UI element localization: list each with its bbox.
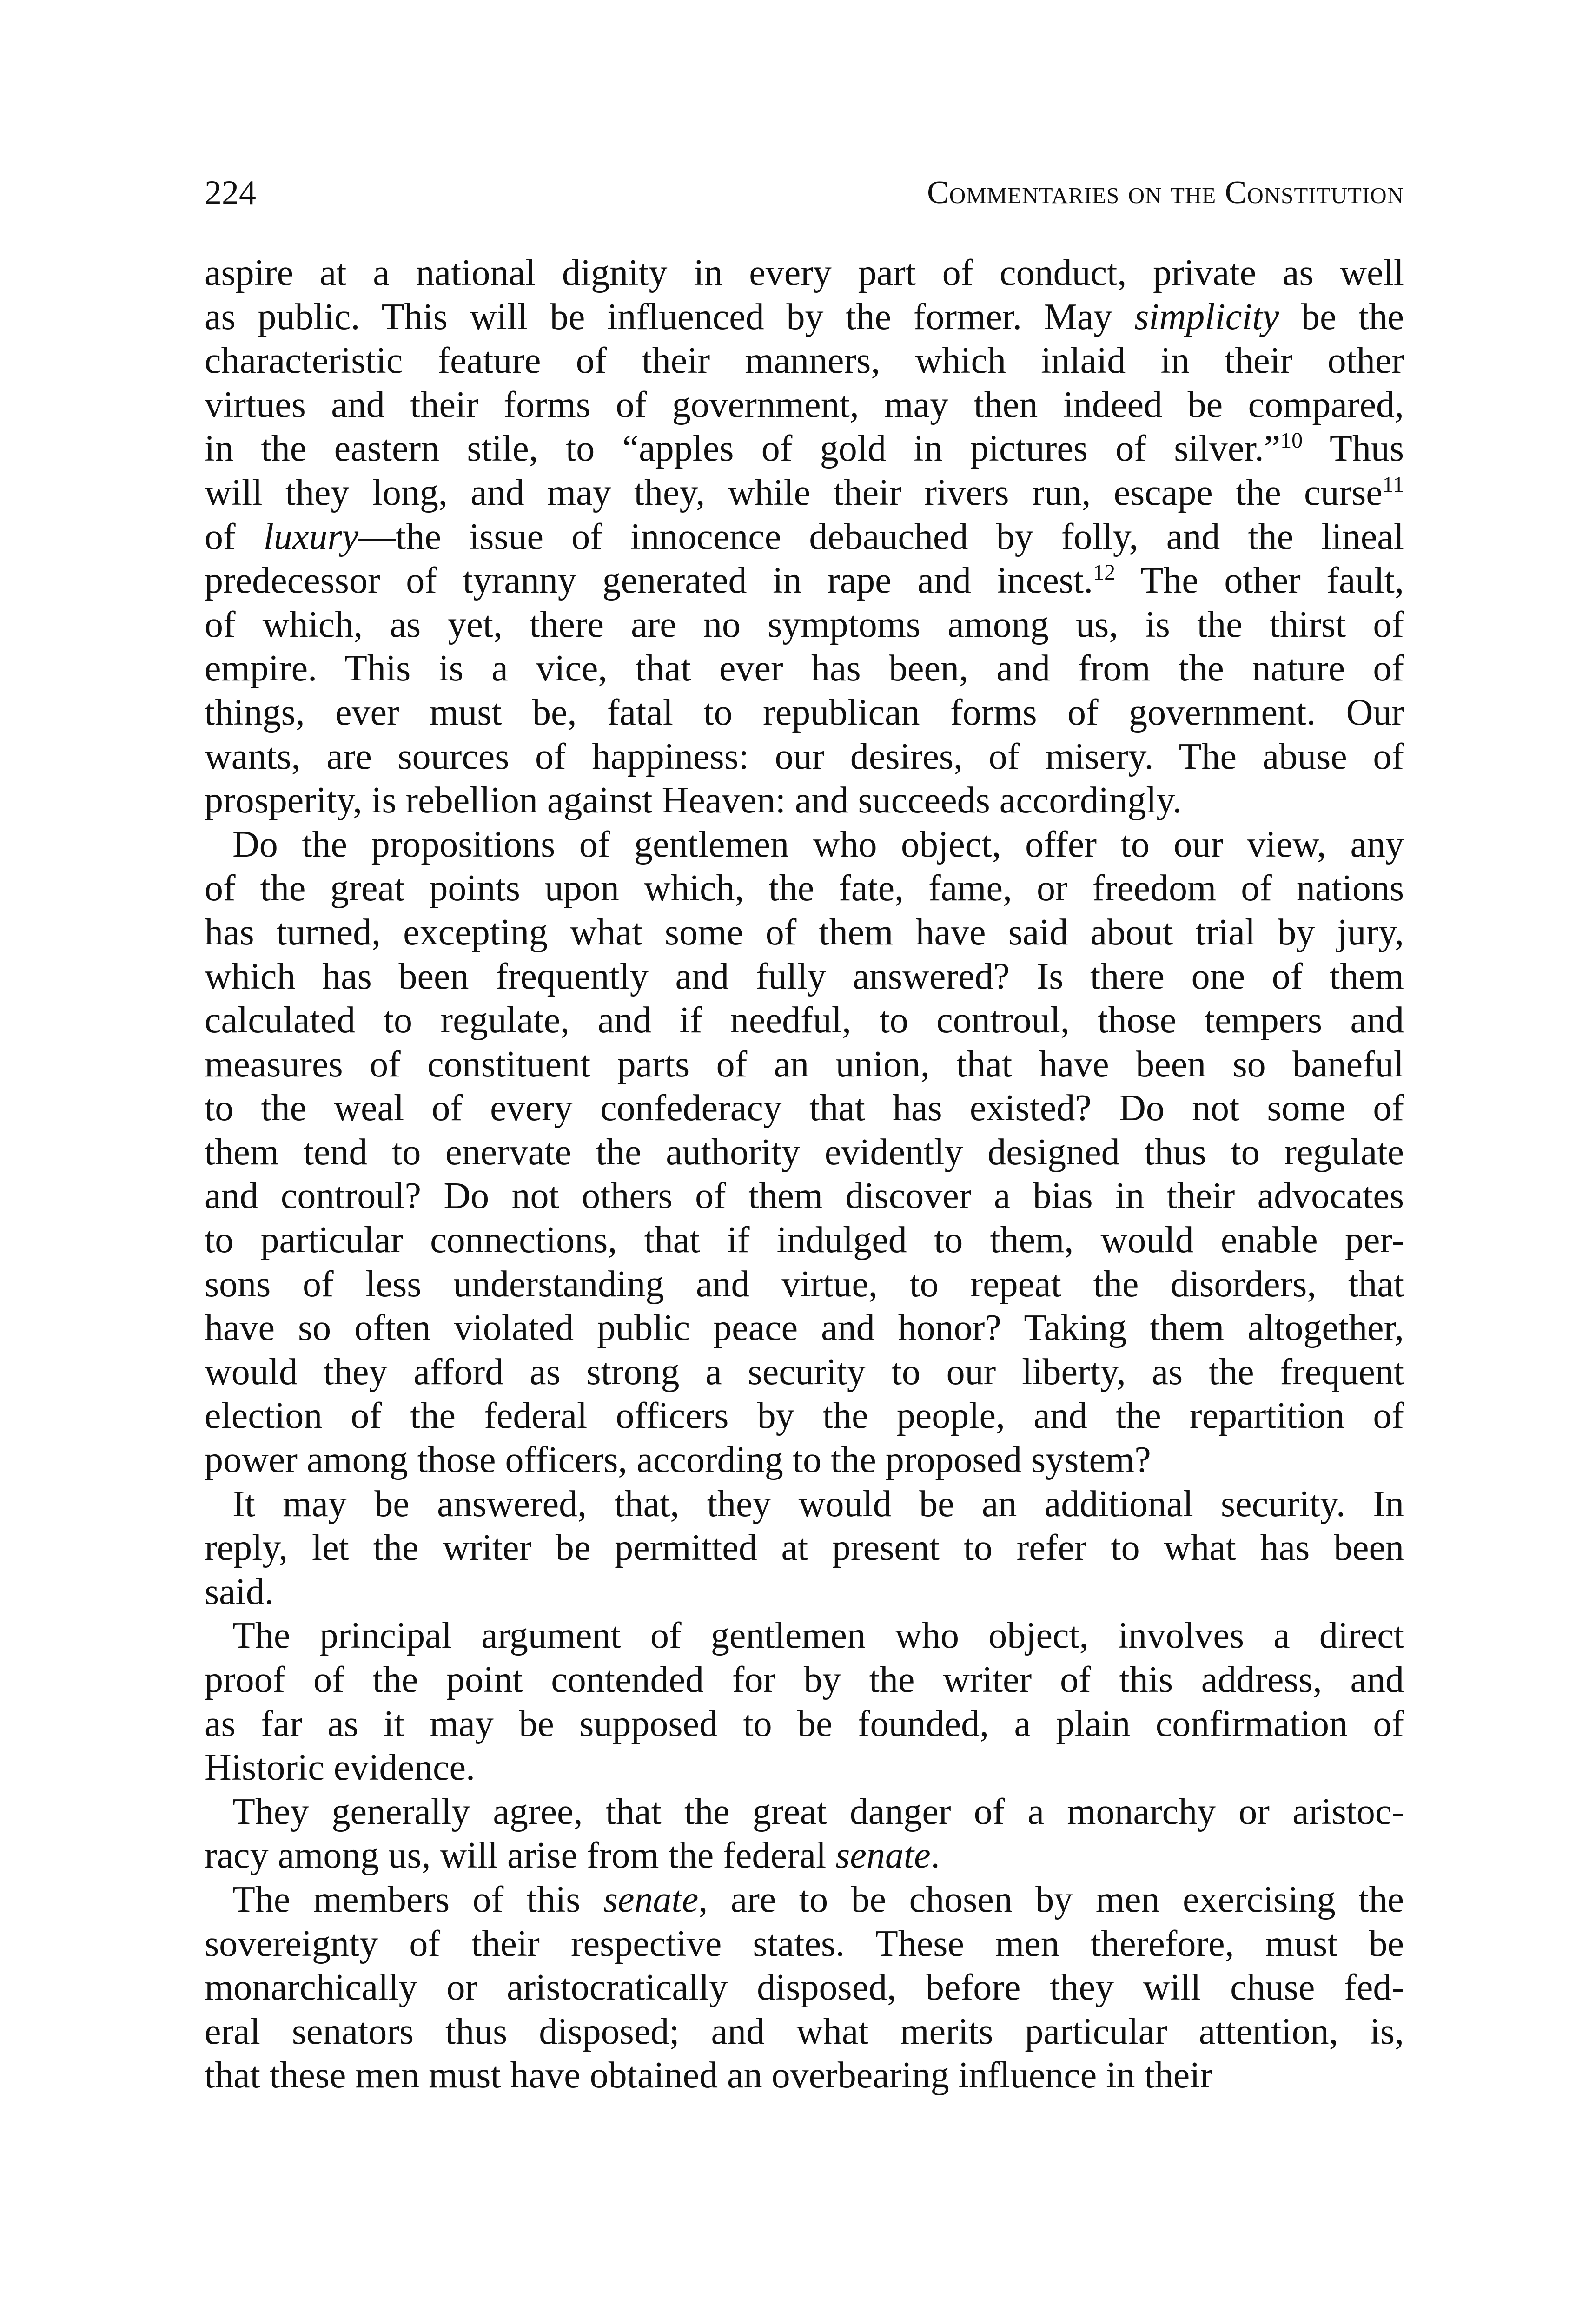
italic-term: senate [603, 1879, 699, 1920]
text-run: reply, let the writer be permitted at present to refer to what has been [205, 1527, 1404, 1569]
italic-term: senate [835, 1835, 931, 1876]
text-run: and controul? Do not others of them discover a bias in their advocates [205, 1175, 1404, 1217]
text-run: Historic evidence. [205, 1747, 475, 1789]
text-line [205, 1438, 1404, 1482]
text-line [205, 515, 1404, 559]
text-line [205, 1174, 1404, 1218]
footnote-ref: 11 [1382, 472, 1404, 497]
text-run: racy among us, will arise from the federal [205, 1835, 836, 1876]
text-line [205, 1394, 1404, 1438]
text-line [205, 1746, 1404, 1790]
text-line [205, 955, 1404, 999]
text-line [205, 2053, 1404, 2098]
text-run: sons of less understanding and virtue, to repeat the disorders, that [205, 1263, 1404, 1305]
paragraph [205, 1878, 1404, 2098]
text-line [205, 383, 1404, 427]
text-line [205, 1350, 1404, 1394]
text-line [205, 1130, 1404, 1175]
text-run: The members of this [232, 1879, 603, 1920]
text-line [205, 1218, 1404, 1262]
text-run: predecessor of tyranny generated in rape and incest. [205, 560, 1093, 601]
text-run: which has been frequently and fully answered? Is there one of them [205, 956, 1404, 997]
text-line [205, 735, 1404, 779]
text-line [205, 1922, 1404, 1966]
text-line [205, 1614, 1404, 1658]
text-run: virtues and their forms of government, may then indeed be compared, [205, 384, 1404, 425]
text-run: monarchically or aristocratically disposed, before they will chuse fed- [205, 1967, 1404, 2008]
text-run: measures of constituent parts of an union, that have been so baneful [205, 1043, 1404, 1085]
text-run: power among those officers, according to the proposed system? [205, 1439, 1151, 1481]
text-run: in the eastern stile, to “apples of gold in pictures of silver.” [205, 428, 1281, 469]
text-run: It may be answered, that, they would be an additional security. In [232, 1483, 1404, 1525]
text-run: will they long, and may they, while their rivers run, escape the curse [205, 472, 1383, 513]
text-run: have so often violated public peace and honor? Taking them altogether, [205, 1307, 1404, 1349]
text-run: —the issue of innocence debauched by folly, and the lineal [358, 516, 1404, 557]
text-line [205, 1306, 1404, 1350]
text-run: them tend to enervate the authority evidently designed thus to regulate [205, 1131, 1404, 1173]
page-header [205, 167, 1404, 218]
text-run: said. [205, 1571, 274, 1612]
text-run: proof of the point contended for by the writer of this address, and [205, 1659, 1404, 1700]
body-text [205, 251, 1404, 2098]
text-line [205, 1043, 1404, 1087]
text-line [205, 1262, 1404, 1307]
text-run: aspire at a national dignity in every part of conduct, private as well [205, 252, 1404, 293]
text-run: calculated to regulate, and if needful, to controul, those tempers and [205, 1000, 1404, 1041]
text-run: to particular connections, that if indulged to them, would enable per- [205, 1220, 1404, 1261]
text-line [205, 1570, 1404, 1614]
text-line [205, 1966, 1404, 2010]
text-line [205, 1702, 1404, 1746]
text-run: They generally agree, that the great danger of a monarchy or aristoc- [232, 1791, 1404, 1832]
text-run: as far as it may be supposed to be founded, a plain confirmation of [205, 1703, 1404, 1744]
text-run: . [930, 1835, 940, 1876]
text-line [205, 779, 1404, 823]
text-line [205, 998, 1404, 1043]
footnote-ref: 10 [1280, 428, 1303, 453]
text-line [205, 471, 1404, 515]
text-line [205, 1658, 1404, 1702]
running-head: Commentaries on the Constitution [927, 175, 1404, 211]
text-run: has turned, excepting what some of them have said about trial by jury, [205, 911, 1404, 953]
text-line [205, 866, 1404, 911]
text-line [205, 427, 1404, 471]
text-line [205, 911, 1404, 955]
text-line [205, 251, 1404, 295]
text-run: The principal argument of gentlemen who object, involves a direct [232, 1615, 1404, 1657]
footnote-ref: 12 [1093, 560, 1116, 585]
text-run: sovereignty of their respective states. These men therefore, must be [205, 1923, 1404, 1964]
paragraph [205, 1790, 1404, 1878]
paragraph [205, 1482, 1404, 1614]
text-run: that these men must have obtained an overbearing influence in their [205, 2055, 1213, 2096]
text-run: things, ever must be, fatal to republican forms of government. Our [205, 692, 1404, 733]
text-run: prosperity, is rebellion against Heaven: and succeeds accordingly. [205, 780, 1182, 821]
text-run: of which, as yet, there are no symptoms among us, is the thirst of [205, 604, 1404, 645]
text-line [205, 647, 1404, 691]
text-line [205, 1834, 1404, 1878]
paragraph [205, 823, 1404, 1482]
text-line [205, 1086, 1404, 1130]
text-line [205, 1526, 1404, 1570]
page-number: 224 [205, 174, 256, 212]
text-run: of [205, 516, 264, 557]
text-line [205, 691, 1404, 735]
paragraph [205, 1614, 1404, 1789]
text-line [205, 1790, 1404, 1834]
text-run: wants, are sources of happiness: our desires, of misery. The abuse of [205, 736, 1404, 777]
text-line [205, 2010, 1404, 2054]
text-run: Do the propositions of gentlemen who object, offer to our view, any [232, 824, 1404, 865]
text-run: characteristic feature of their manners, which inlaid in their other [205, 340, 1404, 382]
text-line [205, 1878, 1404, 1922]
text-run: to the weal of every confederacy that has existed? Do not some of [205, 1088, 1404, 1129]
text-run: The other fault, [1115, 560, 1404, 601]
text-line [205, 339, 1404, 383]
text-run: election of the federal officers by the people, and the repartition of [205, 1395, 1404, 1437]
text-run: eral senators thus disposed; and what merits particular attention, is, [205, 2011, 1404, 2052]
text-line [205, 603, 1404, 647]
italic-term: simplicity [1134, 296, 1279, 337]
text-run: as public. This will be influenced by the former. May [205, 296, 1135, 337]
text-line [205, 823, 1404, 867]
text-line [205, 559, 1404, 603]
italic-term: luxury [263, 516, 359, 557]
text-run: Thus [1303, 428, 1404, 469]
text-line [205, 295, 1404, 339]
paragraph [205, 251, 1404, 823]
text-line [205, 1482, 1404, 1526]
text-run: would they afford as strong a security to our liberty, as the frequent [205, 1351, 1404, 1393]
text-run: be the [1279, 296, 1404, 337]
text-run: of the great points upon which, the fate, fame, or freedom of nations [205, 868, 1404, 909]
text-run: empire. This is a vice, that ever has been, and from the nature of [205, 648, 1404, 689]
text-run: , are to be chosen by men exercising the [698, 1879, 1404, 1920]
